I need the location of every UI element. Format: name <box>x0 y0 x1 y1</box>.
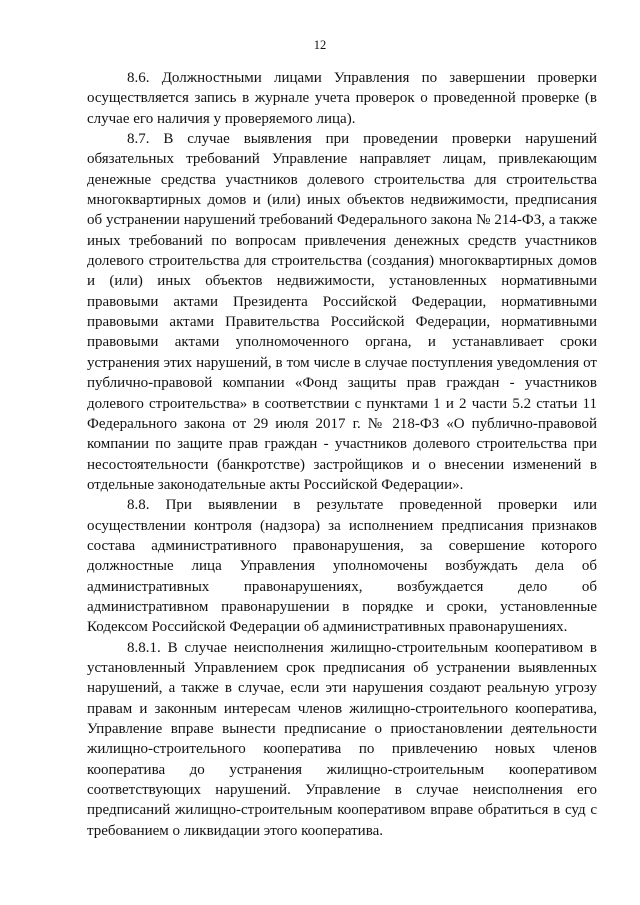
page-number: 12 <box>313 38 327 52</box>
document-body <box>87 68 597 841</box>
paragraph-8-8-1: 8.8.1. В случае неисполнения жилищно-строительным кооперативом в установленный Управлением срок предписания об устранении выявленных нарушений, а также в случае, если эти нарушения создают реальную угрозу правам и законным интересам членов жилищно-строительного кооператива, Управление вправе вынести предписание о приостановлении деятельности жилищно-строительного кооператива по привлечению новых членов кооператива до устранения жилищно-строительным кооперативом соответствующих нарушений. Управление в случае неисполнения его предписаний жилищно-строительным кооперативом вправе обратиться в суд с требованием о ликвидации этого кооператива. <box>87 639 597 839</box>
paragraph-8-6: 8.6. Должностными лицами Управления по завершении проверки осуществляется запись в журнале учета проверок о проведенной проверке (в случае его наличия у проверяемого лица). <box>87 70 597 127</box>
paragraph-8-7: 8.7. В случае выявления при проведении проверки нарушений обязательных требований Управление направляет лицам, привлекающим денежные средства участников долевого строительства для строительства многоквартирных домов и (или) иных объектов недвижимости, предписания об устранении нарушений требований Федерального закона № 214-ФЗ, а также иных требований по вопросам привлечения денежных средств участников долевого строительства для строительства (создания) многоквартирных домов и (или) иных объектов недвижимости, установленных нормативными правовыми актами Президента Российской Федерации, нормативными правовыми актами Правительства Российской Федерации, нормативными правовыми актами уполномоченного органа, и устанавливает сроки устранения этих нарушений, в том числе в случае поступления уведомления от публично-правовой компании «Фонд защиты прав граждан - участников долевого строительства» в соответствии с пунктами 1 и 2 части 5.2 статьи 11 Федерального закона от 29 июля 2017 г. № 218-ФЗ «О публично-правовой компании по защите прав граждан - участников долевого строительства при несостоятельности (банкротстве) застройщиков и о внесении изменений в отдельные законодательные акты Российской Федерации». <box>87 131 597 493</box>
paragraph-8-8: 8.8. При выявлении в результате проведенной проверки или осуществлении контроля (надзора) за исполнением предписания признаков состава административного правонарушения, за совершение которого должностные лица Управления уполномочены возбуждать дела об административных правонарушениях, возбуждается дело об административном правонарушении в порядке и сроки, установленные Кодексом Российской Федерации об административных правонарушениях. <box>87 497 597 636</box>
